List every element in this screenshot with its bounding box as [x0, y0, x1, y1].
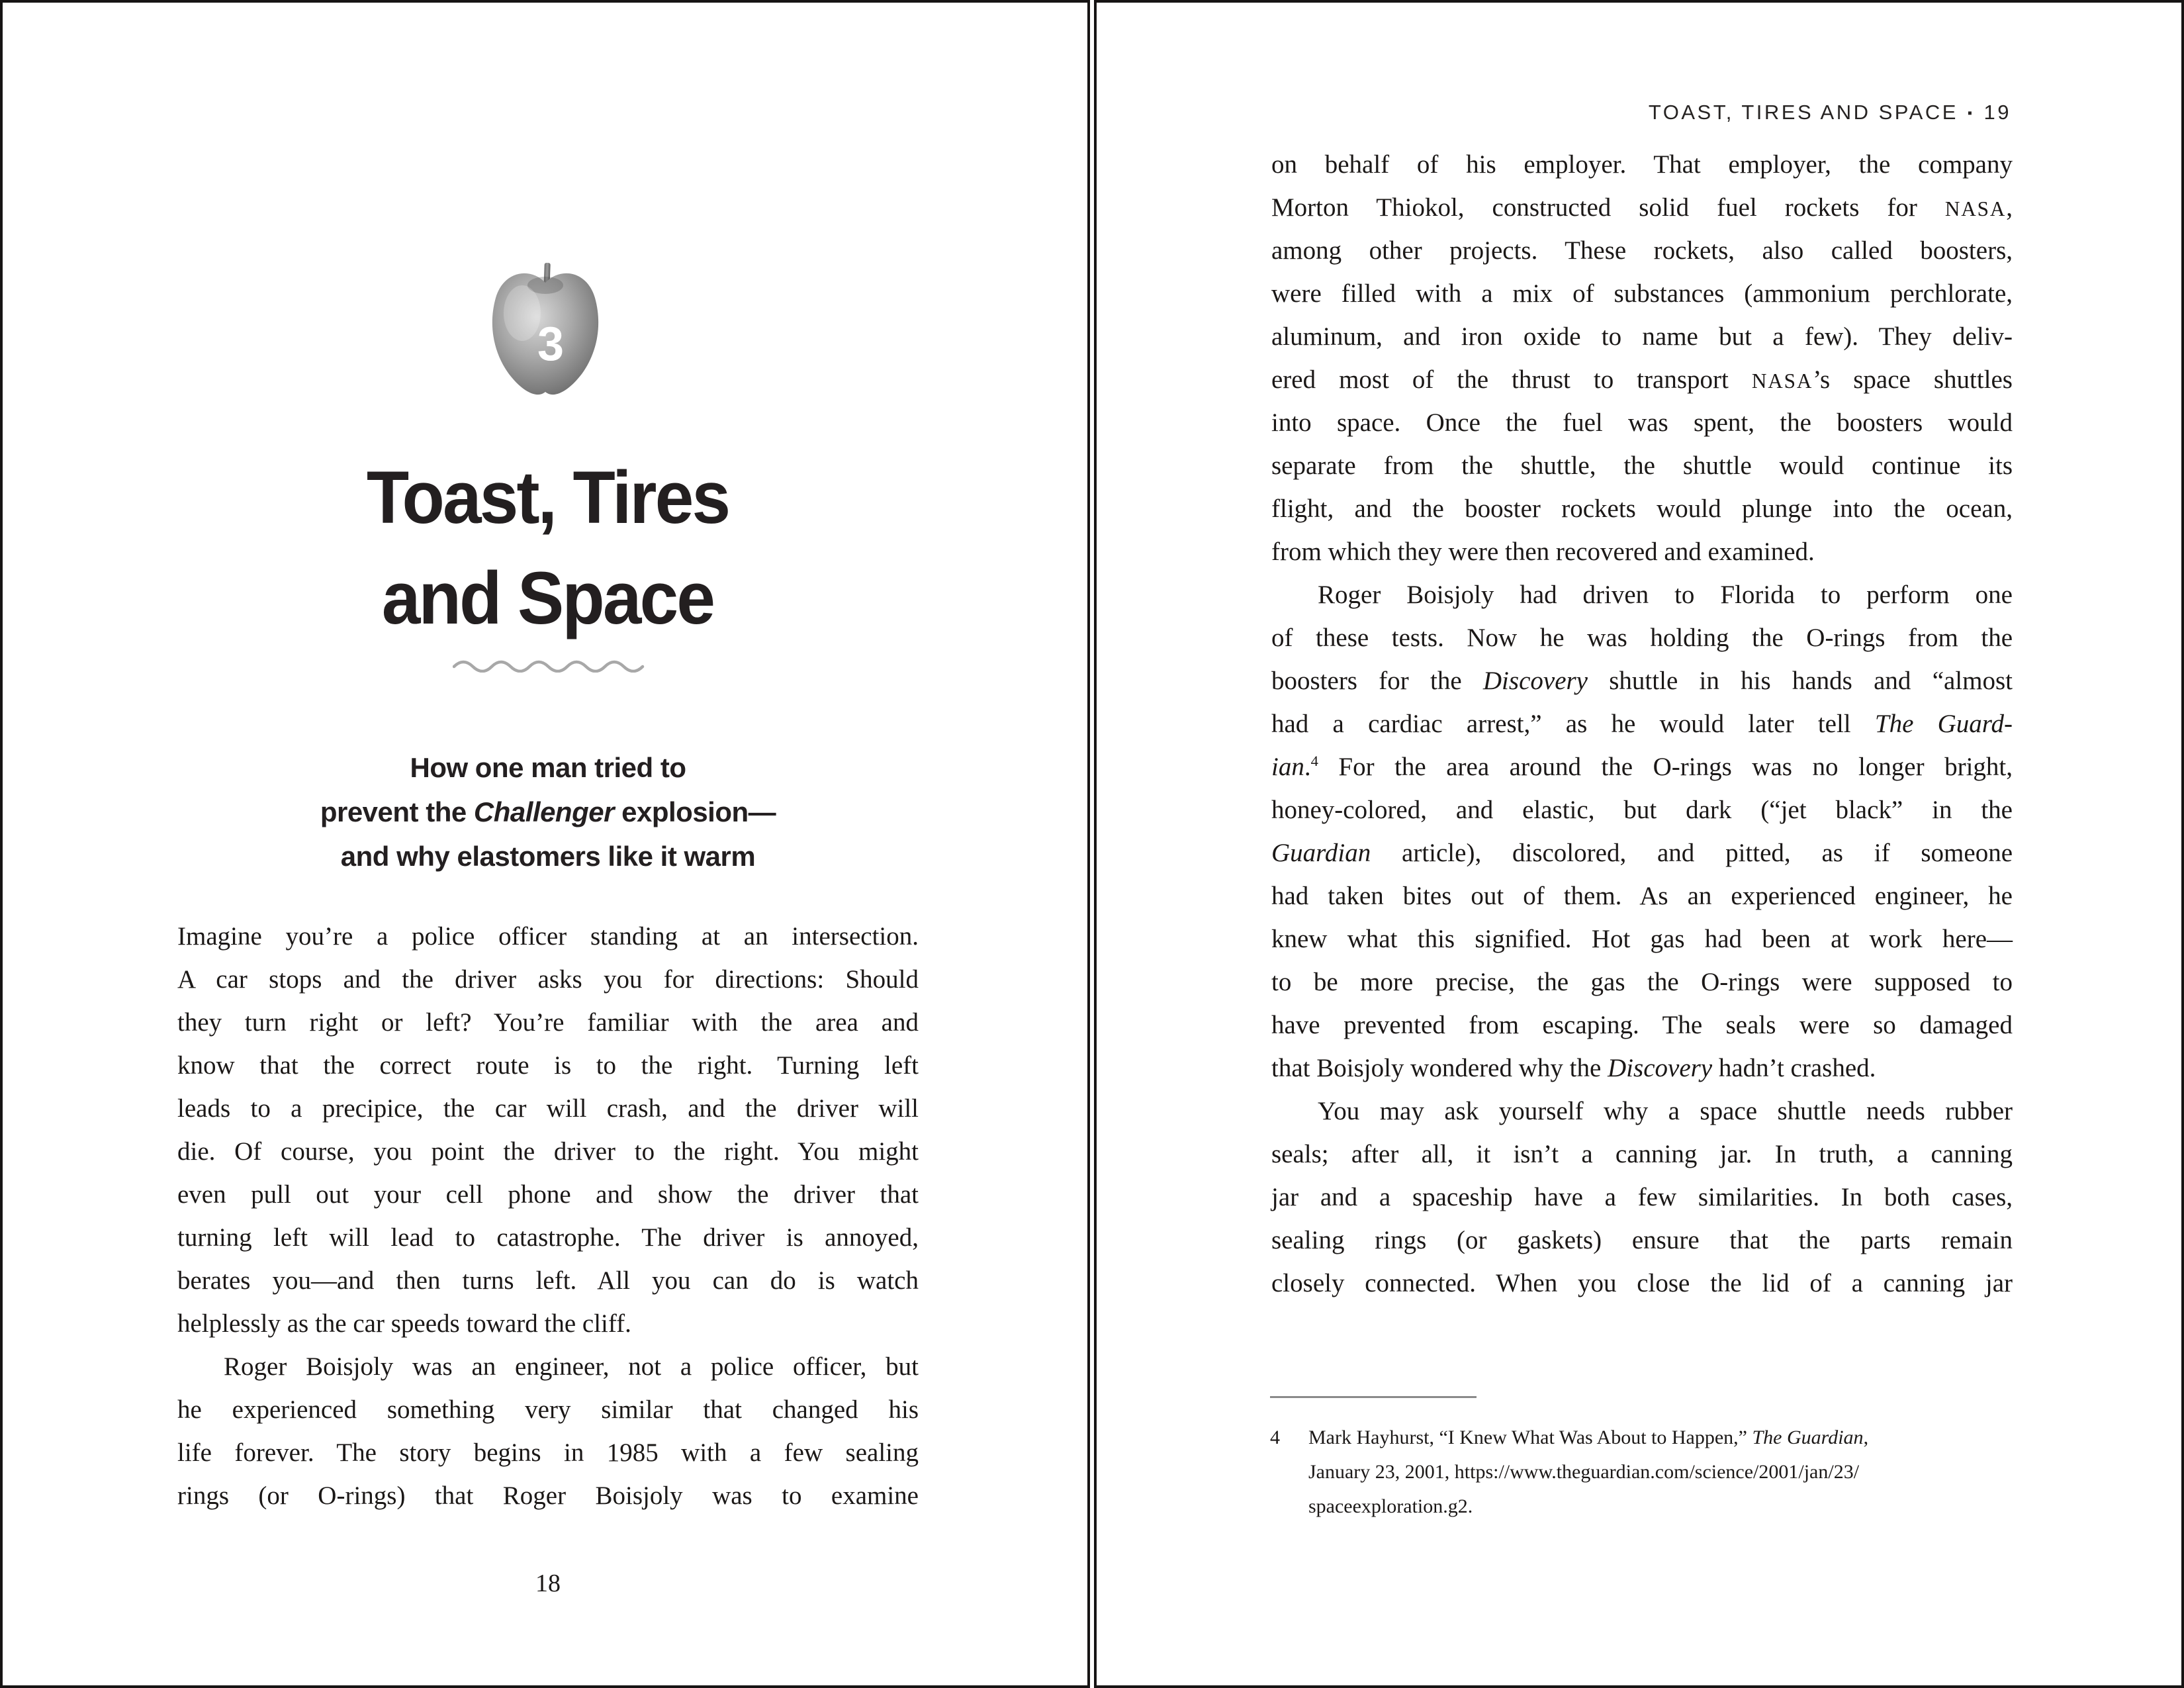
text-line: Morton Thiokol, constructed solid fuel rockets for NASA,: [1271, 193, 2013, 222]
text-line: life forever. The story begins in 1985 with a few sealing: [177, 1438, 919, 1467]
text-line: A car stops and the driver asks you for directions: Should: [177, 965, 919, 994]
squiggle-divider: [453, 658, 645, 673]
text-line: boosters for the Discovery shuttle in his hands and “almost: [1271, 667, 2013, 695]
text-line: he experienced something very similar that changed his: [177, 1395, 919, 1424]
text-line: seals; after all, it isn’t a canning jar. In truth, a canning: [1271, 1140, 2013, 1168]
apple-highlight: [504, 285, 541, 341]
text-line: You may ask yourself why a space shuttle needs rubber: [1318, 1097, 2013, 1125]
text-line: had taken bites out of them. As an experienced engineer, he: [1271, 882, 2013, 910]
footnote-number: 4: [1270, 1427, 1280, 1448]
text-line: Mark Hayhurst, “I Knew What Was About to Happen,” The Guardian,: [1308, 1427, 1869, 1448]
text-line: January 23, 2001, https://www.theguardian.com/science/2001/jan/23/: [1308, 1461, 1860, 1483]
text-line: ian.$^4$ For the area around the O-rings was no longer bright,: [1271, 753, 2013, 781]
text-line: from which they were then recovered and examined.: [1271, 538, 1815, 566]
text-line: spaceexploration.g2.: [1308, 1495, 1473, 1517]
text-line: of these tests. Now he was holding the O-rings from the: [1271, 624, 2013, 652]
text-line: separate from the shuttle, the shuttle would continue its: [1271, 451, 2013, 480]
text-line: jar and a spaceship have a few similarities. In both cases,: [1271, 1183, 2013, 1211]
left-page: [0, 0, 1090, 1688]
chapter-subtitle: [177, 745, 919, 878]
text-line: and why elastomers like it warm: [340, 841, 756, 872]
chapter-title: [35, 447, 1060, 649]
text-line: Guardian article), discolored, and pitted, as if someone: [1271, 839, 2013, 867]
text-line: berates you—and then turns left. All you can do is watch: [177, 1266, 919, 1295]
text-line: to be more precise, the gas the O-rings were supposed to: [1271, 968, 2013, 996]
text-line: have prevented from escaping. The seals were so damaged: [1271, 1011, 2013, 1039]
text-line: they turn right or left? You’re familiar with the area and: [177, 1008, 919, 1037]
text-line: aluminum, and iron oxide to name but a few). They deliv-: [1271, 322, 2013, 351]
text-line: among other projects. These rockets, also called boosters,: [1271, 236, 2013, 265]
footnote-text: [1308, 1421, 2011, 1524]
chapter-number: 3: [537, 318, 565, 371]
left-page-body-text: [177, 915, 919, 1517]
text-line: even pull out your cell phone and show the driver that: [177, 1180, 919, 1209]
text-line: on behalf of his employer. That employer, the company: [1271, 150, 2013, 179]
text-line: Roger Boisjoly was an engineer, not a police officer, but: [224, 1352, 919, 1381]
text-line: know that the correct route is to the right. Turning left: [177, 1051, 919, 1080]
page-number-left: 18: [535, 1570, 561, 1597]
text-line: Imagine you’re a police officer standing at an intersection.: [177, 922, 919, 951]
apple-icon: [489, 261, 608, 404]
text-line: flight, and the booster rockets would plunge into the ocean,: [1271, 494, 2013, 523]
text-line: die. Of course, you point the driver to the right. You might: [177, 1137, 919, 1166]
text-line: turning left will lead to catastrophe. The driver is annoyed,: [177, 1223, 919, 1252]
footnote: [1270, 1421, 2011, 1524]
text-line: Roger Boisjoly had driven to Florida to perform one: [1318, 581, 2013, 609]
squiggle-icon: [453, 658, 645, 673]
text-line: leads to a precipice, the car will crash, and the driver will: [177, 1094, 919, 1123]
running-head: [1270, 101, 2011, 124]
chapter-title-line2: and Space: [381, 557, 714, 639]
text-line: were filled with a mix of substances (ammonium perchlorate,: [1271, 279, 2013, 308]
text-line: ered most of the thrust to transport NASA’s space shuttles: [1271, 365, 2013, 394]
text-line: honey-colored, and elastic, but dark (“jet black” in the: [1271, 796, 2013, 824]
text-line: sealing rings (or gaskets) ensure that the parts remain: [1271, 1226, 2013, 1254]
chapter-title-line1: Toast, Tires: [366, 456, 729, 539]
text-line: helplessly as the car speeds toward the cliff.: [177, 1309, 631, 1338]
text-line: that Boisjoly wondered why the Discovery hadn’t crashed.: [1271, 1054, 1876, 1082]
running-head-bullet-icon: ▪: [1967, 106, 1975, 120]
text-line: How one man tried to: [410, 752, 686, 783]
text-line: prevent the Challenger explosion—: [320, 796, 776, 827]
chapter-apple-image: [489, 261, 608, 404]
footnote-rule: [1270, 1396, 1477, 1398]
right-page-body-text: [1271, 143, 2013, 1305]
text-line: into space. Once the fuel was spent, the boosters would: [1271, 408, 2013, 437]
text-line: closely connected. When you close the lid of a canning jar: [1271, 1269, 2013, 1297]
running-head-title: TOAST, TIRES AND SPACE: [1648, 101, 1958, 124]
right-page: [1094, 0, 2184, 1688]
text-line: had a cardiac arrest,” as he would later tell The Guard-: [1271, 710, 2013, 738]
page-number-right: 19: [1983, 101, 2011, 124]
text-line: knew what this signified. Hot gas had been at work here—: [1271, 925, 2013, 953]
text-line: rings (or O-rings) that Roger Boisjoly was to examine: [177, 1481, 919, 1510]
